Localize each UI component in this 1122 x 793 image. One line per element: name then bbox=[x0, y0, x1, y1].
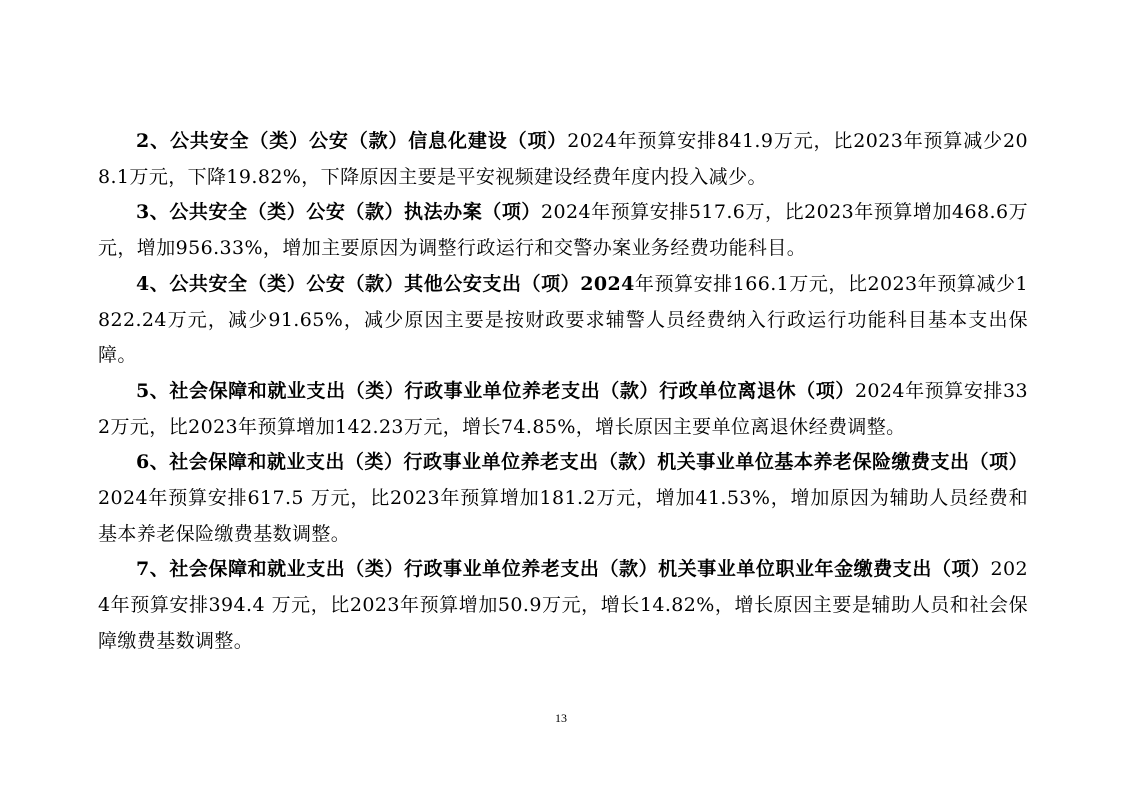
paragraph-body: 2024年预算安排332万元，比2023年预算增加142.23万元，增长74.85%，增长原因主要单位离退休经费调整。 bbox=[98, 379, 1028, 438]
paragraph-heading: 2、公共安全（类）公安（款）信息化建设（项） bbox=[136, 130, 568, 152]
paragraph-heading: 5、社会保障和就业支出（类）行政事业单位养老支出（款）行政单位离退休（项） bbox=[136, 379, 855, 402]
paragraph-heading: 4、公共安全（类）公安（款）其他公安支出（项）2024 bbox=[136, 272, 635, 295]
paragraph-heading: 3、公共安全（类）公安（款）执法办案（项） bbox=[136, 201, 541, 224]
paragraph-body: 2024年预算安排841.9万元，比2023年预算减少208.1万元，下降19.82%，下降原因主要是平安视频建设经费年度内投入减少。 bbox=[98, 130, 1028, 188]
paragraph-body: 2024年预算安排617.5 万元，比2023年预算增加181.2万元，增加41.53%，增加原因为辅助人员经费和基本养老保险缴费基数调整。 bbox=[98, 487, 1028, 545]
paragraph-item-3 bbox=[98, 195, 1028, 266]
paragraph-item-2 bbox=[98, 124, 1028, 195]
paragraph-body: 年预算安排166.1万元，比2023年预算减少1822.24万元，减少91.65%，减少原因主要是按财政要求辅警人员经费纳入行政运行功能科目基本支出保障。 bbox=[98, 272, 1028, 367]
paragraph-item-4 bbox=[98, 267, 1028, 374]
paragraph-heading: 6、社会保障和就业支出（类）行政事业单位养老支出（款）机关事业单位基本养老保险缴费支出（项） bbox=[136, 451, 1028, 474]
paragraph-item-5 bbox=[98, 374, 1028, 445]
paragraph-item-6 bbox=[98, 445, 1028, 552]
page-number: 13 bbox=[555, 711, 567, 725]
paragraph-body: 2024年预算安排517.6万，比2023年预算增加468.6万元，增加956.33%，增加主要原因为调整行政运行和交警办案业务经费功能科目。 bbox=[98, 201, 1028, 260]
paragraph-body: 2024年预算安排394.4 万元，比2023年预算增加50.9万元，增长14.82%，增长原因主要是辅助人员和社会保障缴费基数调整。 bbox=[98, 558, 1028, 652]
paragraph-item-7 bbox=[98, 552, 1028, 659]
budget-explanation-text bbox=[98, 124, 1028, 660]
paragraph-heading: 7、社会保障和就业支出（类）行政事业单位养老支出（款）机关事业单位职业年金缴费支出（项） bbox=[136, 558, 991, 581]
